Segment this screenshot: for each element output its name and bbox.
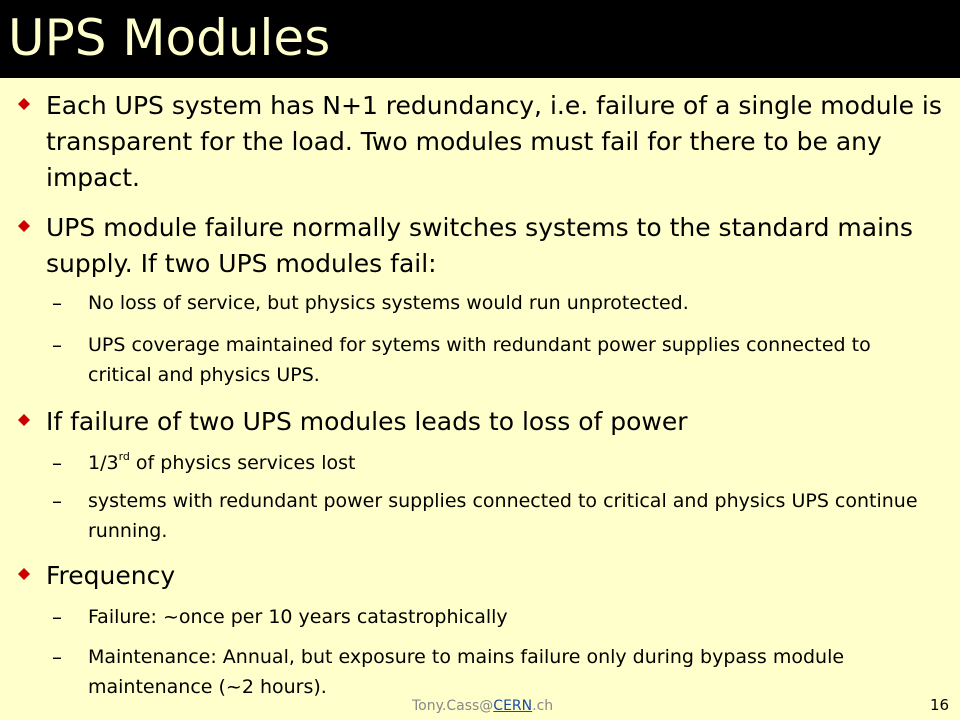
bullet-text: Each UPS system has N+1 redundancy, i.e. failure of a single module is transparent for the load. Two modules must fail for there to be any impact. xyxy=(46,91,942,192)
sub-bullet-dash: – xyxy=(52,605,62,629)
sub-bullet-text: Maintenance: Annual, but exposure to mains failure only during bypass module maintenance (~2 hours). xyxy=(88,646,845,698)
bullet-text: Frequency xyxy=(46,561,176,590)
sub-bullet-dash: – xyxy=(52,451,62,475)
slide-footer xyxy=(0,696,960,720)
ordinal-superscript: rd xyxy=(118,450,130,463)
red-diamond-bullet-icon xyxy=(18,414,30,426)
author-prefix: Tony.Cass@ xyxy=(412,698,494,714)
red-diamond-bullet-icon xyxy=(18,568,30,580)
bullet-text: If failure of two UPS modules leads to loss of power xyxy=(46,407,688,436)
sub-text-rest: of physics services lost xyxy=(129,452,356,474)
sub-text-prefix: 1/3 xyxy=(88,452,119,474)
sub-bullet-text: No loss of service, but physics systems would run unprotected. xyxy=(88,292,689,314)
sub-bullet-dash: – xyxy=(52,489,62,513)
sub-bullet-dash: – xyxy=(52,291,62,315)
author-suffix: .ch xyxy=(532,698,554,714)
red-diamond-bullet-icon xyxy=(18,98,30,110)
title-bar xyxy=(0,0,960,78)
sub-bullet-dash: – xyxy=(52,333,62,357)
red-diamond-bullet-icon xyxy=(18,220,30,232)
author-email xyxy=(412,698,553,714)
sub-bullet-text xyxy=(88,448,938,478)
cern-link[interactable]: CERN xyxy=(493,698,533,714)
sub-bullet-text: Failure: ~once per 10 years catastrophically xyxy=(88,606,508,628)
sub-bullet-text: UPS coverage maintained for sytems with redundant power supplies connected to critical and physics UPS. xyxy=(88,334,871,386)
bullet-text: UPS module failure normally switches systems to the standard mains supply. If two UPS modules fail: xyxy=(46,213,913,278)
sub-bullet-dash: – xyxy=(52,645,62,669)
page-number: 16 xyxy=(930,696,950,714)
sub-bullet-text: systems with redundant power supplies connected to critical and physics UPS continue running. xyxy=(88,490,918,542)
slide-title: UPS Modules xyxy=(8,9,331,67)
